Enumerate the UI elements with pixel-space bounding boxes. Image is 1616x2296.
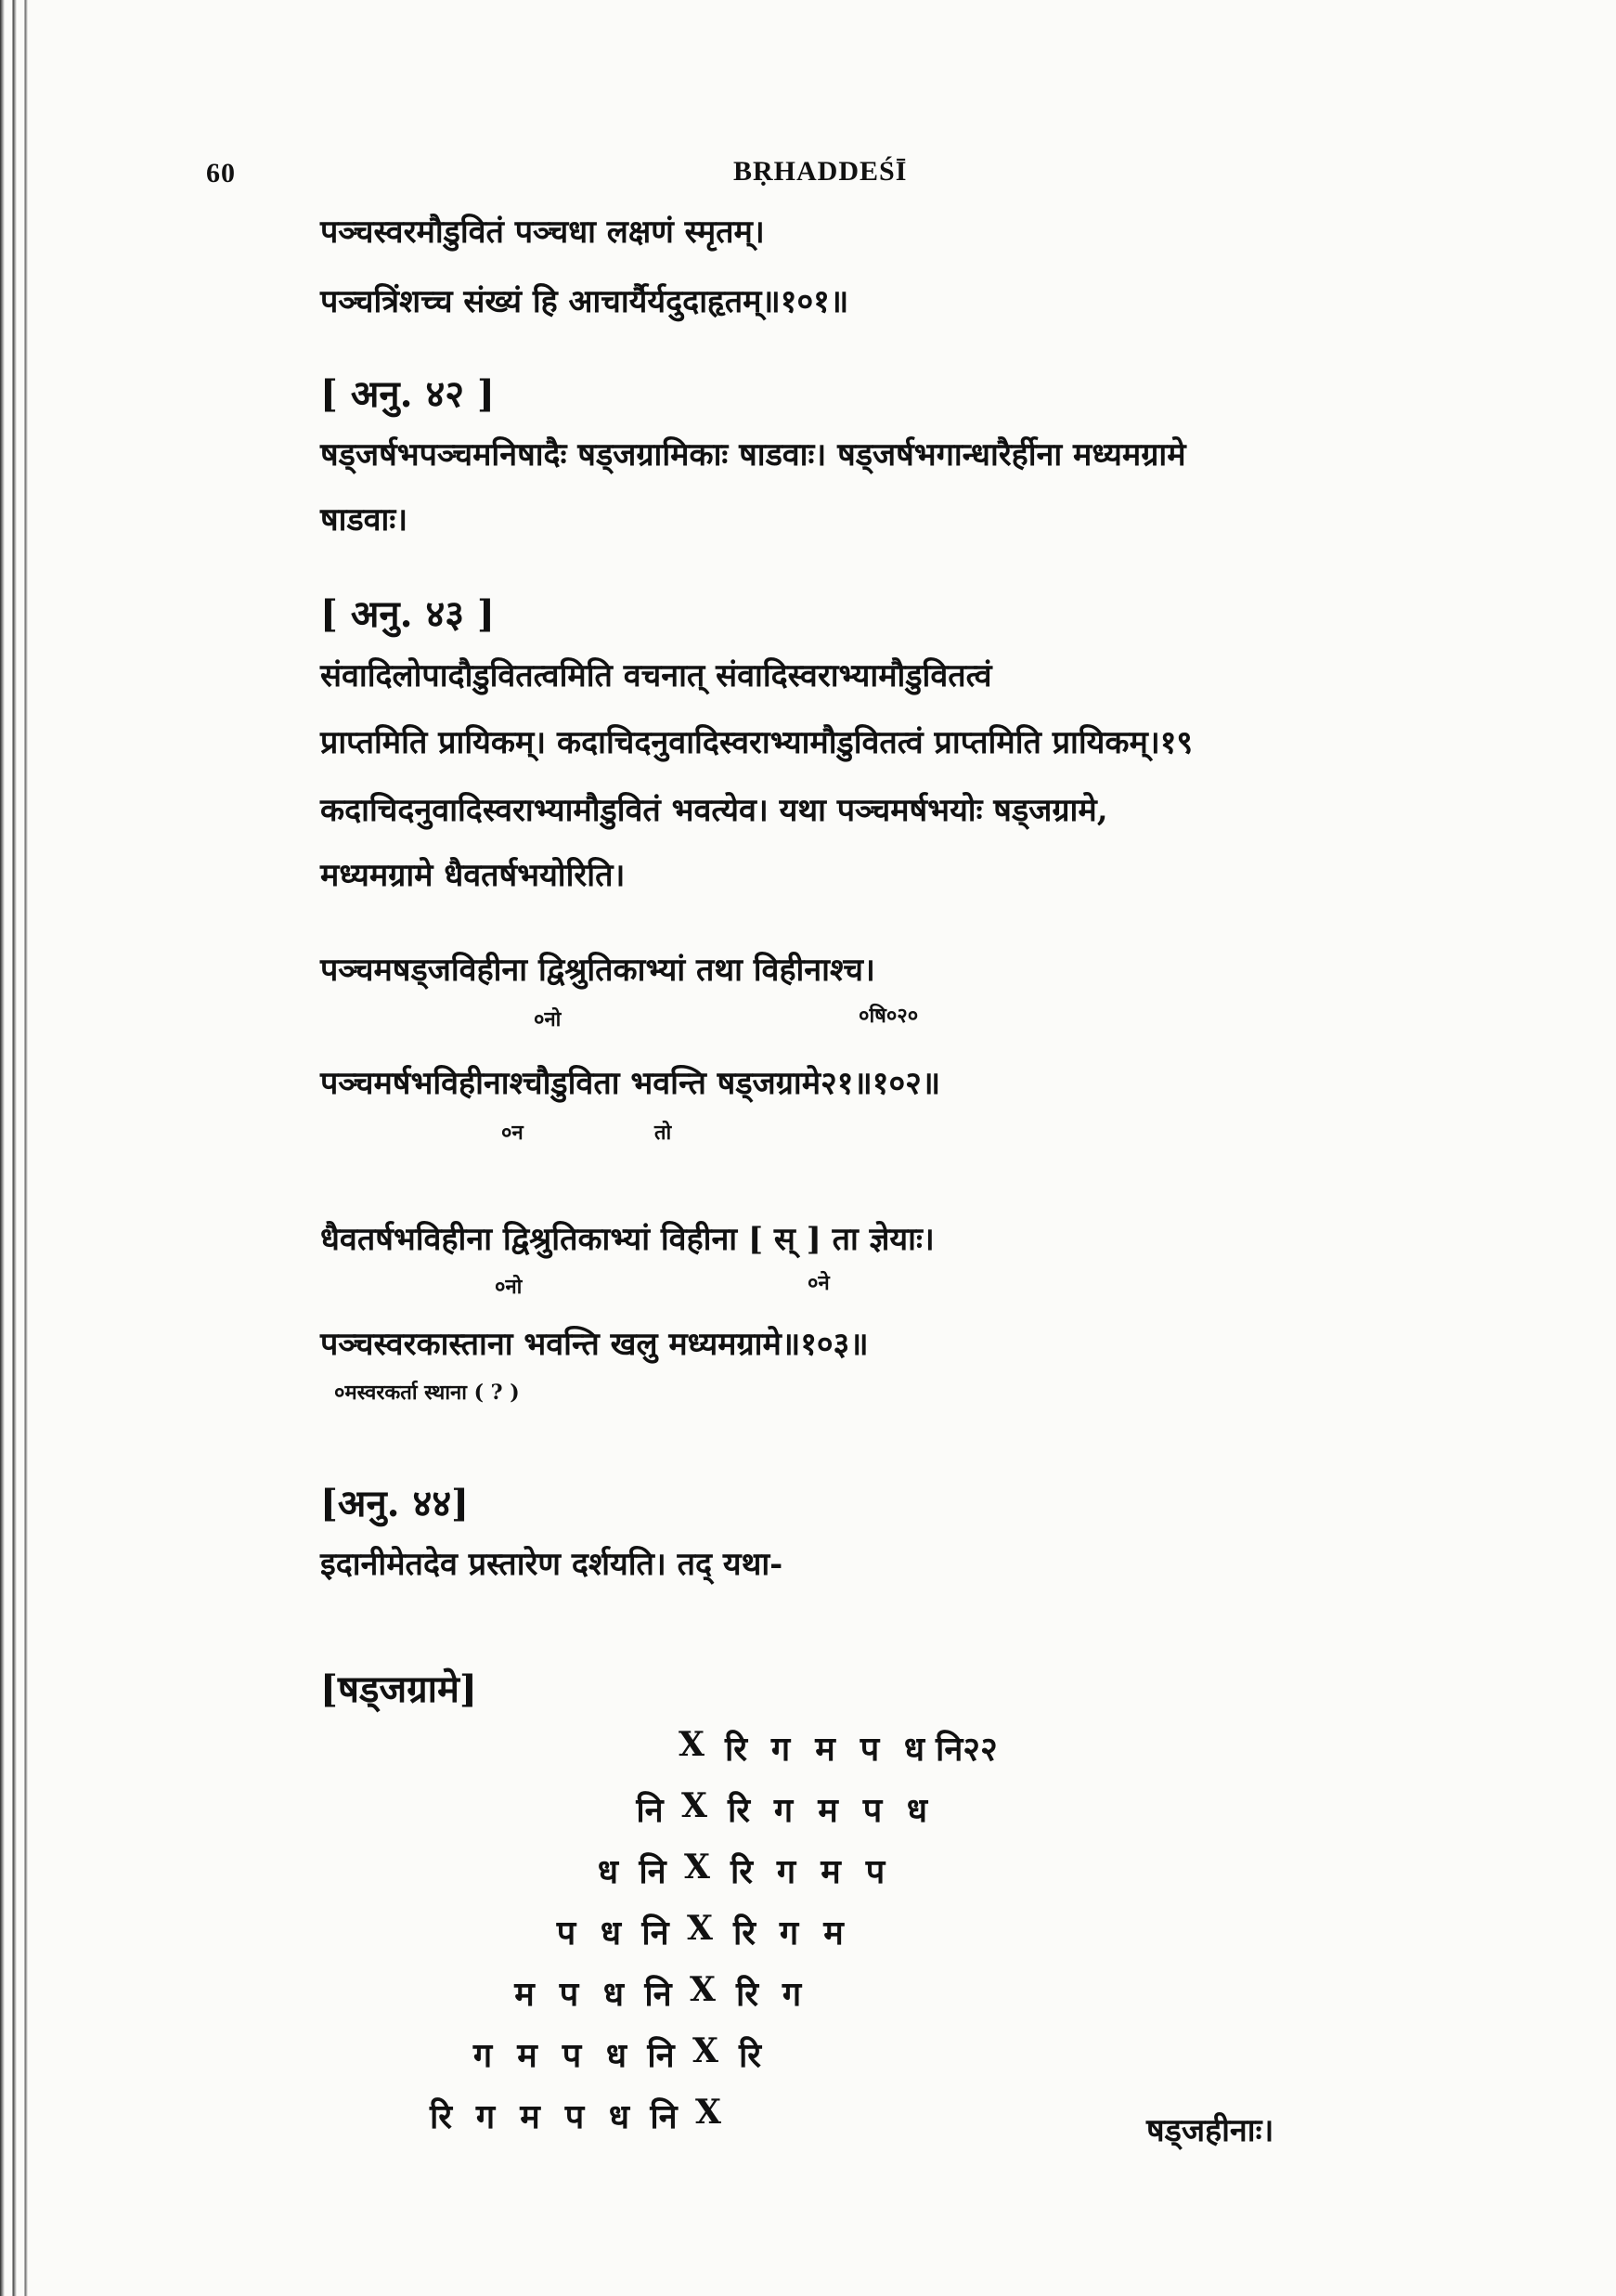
binding-edge xyxy=(0,0,35,2296)
prastara-cell: X xyxy=(695,2093,721,2132)
prastara-cell: ग xyxy=(779,1913,799,1952)
prastara-cell: नि२२ xyxy=(936,1730,998,1769)
prastara-cell: ग xyxy=(776,1852,796,1891)
prastara-cell: प xyxy=(860,1730,880,1769)
prastara-cell: रि xyxy=(429,2097,453,2136)
anu-43-heading: [ अनु. ४३ ] xyxy=(320,592,495,636)
verse-103-note-2: ०मस्वरकर्ता स्थाना ( ? ) xyxy=(334,1381,520,1405)
prastara-cell: X xyxy=(690,1970,716,2009)
prastara-cell: X xyxy=(692,2031,718,2070)
prastara-cell: ग xyxy=(770,1730,791,1769)
prastara-cell: नि xyxy=(650,2097,678,2136)
anu-42-heading: [ अनु. ४२ ] xyxy=(320,372,495,416)
prastara-cell: ग xyxy=(475,2097,496,2136)
anu-43-line-1: संवादिलोपादौडुवितत्वमिति वचनात् संवादिस्वराभ्यामौडुवितत्वं xyxy=(320,657,992,694)
prastara-cell: नि xyxy=(644,1975,672,2014)
verse-103-note-1b: ०ने xyxy=(808,1271,830,1295)
prastara-last-label: षड्जहीनाः। xyxy=(1146,2112,1274,2149)
prastara-cell: ध xyxy=(605,2036,627,2075)
prastara-cell: प xyxy=(556,1913,576,1952)
verse-101-line-2: पञ्चत्रिंशच्च संख्यं हि आचार्यैर्यदुदाहृतम्॥१०१॥ xyxy=(320,283,849,320)
prastara-cell: रि xyxy=(727,1791,751,1830)
prastara-cell: प xyxy=(862,1791,883,1830)
prastara-cell: म xyxy=(514,1975,535,2014)
prastara-cell: ध xyxy=(597,1852,619,1891)
verse-102-note-1b: ०षि०२० xyxy=(859,1004,919,1028)
prastara-cell: ध xyxy=(608,2097,630,2136)
verse-102-note-2b: तो xyxy=(654,1121,672,1145)
prastara-cell: ध xyxy=(600,1913,622,1952)
verse-102-line-1: पञ्चमषड्जविहीना द्विश्रुतिकाभ्यां तथा विहीनाश्च। xyxy=(320,952,875,989)
prastara-cell: म xyxy=(823,1913,844,1952)
anu-43-line-2: प्राप्तमिति प्रायिकम्। कदाचिदनुवादिस्वराभ्यामौडुवितत्वं प्राप्तमिति प्रायिकम्।१९ xyxy=(320,724,1194,761)
prastara-cell: ध xyxy=(903,1730,925,1769)
prastara-cell: रि xyxy=(738,2036,762,2075)
prastara-cell: रि xyxy=(724,1730,748,1769)
verse-101-line-1: पञ्चस्वरमौडुवितं पञ्चधा लक्षणं स्मृतम्। xyxy=(320,214,765,251)
page-number: 60 xyxy=(206,158,236,188)
prastara-cell: रि xyxy=(730,1852,754,1891)
prastara-cell: ध xyxy=(602,1975,625,2014)
prastara-cell: X xyxy=(687,1909,713,1948)
running-title: BṚHADDEŚĪ xyxy=(733,156,908,187)
anu-42-line-2: षाडवाः। xyxy=(320,501,408,538)
prastara-cell: म xyxy=(520,2097,540,2136)
prastara-cell: ध xyxy=(906,1791,928,1830)
anu-43-line-4: मध्यमग्रामे धैवतर्षभयोरिति। xyxy=(320,857,626,894)
prastara-cell: नि xyxy=(641,1913,669,1952)
prastara-cell: नि xyxy=(636,1791,664,1830)
prastara-cell: प xyxy=(865,1852,886,1891)
verse-102-note-2a: ०न xyxy=(501,1121,524,1145)
prastara-cell: म xyxy=(815,1730,835,1769)
verse-103-line-1: धैवतर्षभविहीना द्विश्रुतिकाभ्यां विहीना [ स् ] ता ज्ञेयाः। xyxy=(320,1221,935,1258)
verse-103-note-1a: ०नो xyxy=(495,1275,523,1299)
prastara-cell: ग xyxy=(472,2036,493,2075)
anu-44-line-1: इदानीमेतदेव प्रस्तारेण दर्शयति। तद् यथा- xyxy=(320,1546,783,1583)
verse-102-note-1a: ०नो xyxy=(534,1007,562,1031)
anu-43-line-3: कदाचिदनुवादिस्वराभ्यामौडुवितं भवत्येव। यथा पञ्चमर्षभयोः षड्जग्रामे, xyxy=(320,792,1108,829)
prastara-cell: नि xyxy=(639,1852,666,1891)
anu-44-heading: [अनु. ४४] xyxy=(320,1482,470,1525)
prastara-cell: X xyxy=(679,1725,705,1764)
prastara-cell: म xyxy=(821,1852,841,1891)
verse-102-line-2: पञ्चमर्षभविहीनाश्चौडुविता भवन्ति षड्जग्रामे२१॥१०२॥ xyxy=(320,1065,941,1102)
prastara-cell: प xyxy=(564,2097,585,2136)
verse-103-line-2: पञ्चस्वरकास्ताना भवन्ति खलु मध्यमग्रामे॥१०३॥ xyxy=(320,1326,869,1363)
prastara-cell: प xyxy=(559,1975,579,2014)
prastara-cell: X xyxy=(684,1848,710,1887)
prastara-cell: म xyxy=(517,2036,537,2075)
prastara-cell: X xyxy=(681,1786,707,1825)
prastara-cell: नि xyxy=(647,2036,675,2075)
prastara-cell: रि xyxy=(732,1913,756,1952)
prastara-cell: ग xyxy=(773,1791,794,1830)
prastara-cell: रि xyxy=(735,1975,759,2014)
prastara-cell: प xyxy=(562,2036,582,2075)
prastara-cell: ग xyxy=(782,1975,802,2014)
prastara-cell: म xyxy=(818,1791,838,1830)
anu-42-line-1: षड्जर्षभपञ्चमनिषादैः षड्जग्रामिकाः षाडवाः। षड्जर्षभगान्धारैर्हीना मध्यमग्रामे xyxy=(320,436,1186,473)
prastara-heading: [षड्जग्रामे] xyxy=(320,1667,477,1711)
